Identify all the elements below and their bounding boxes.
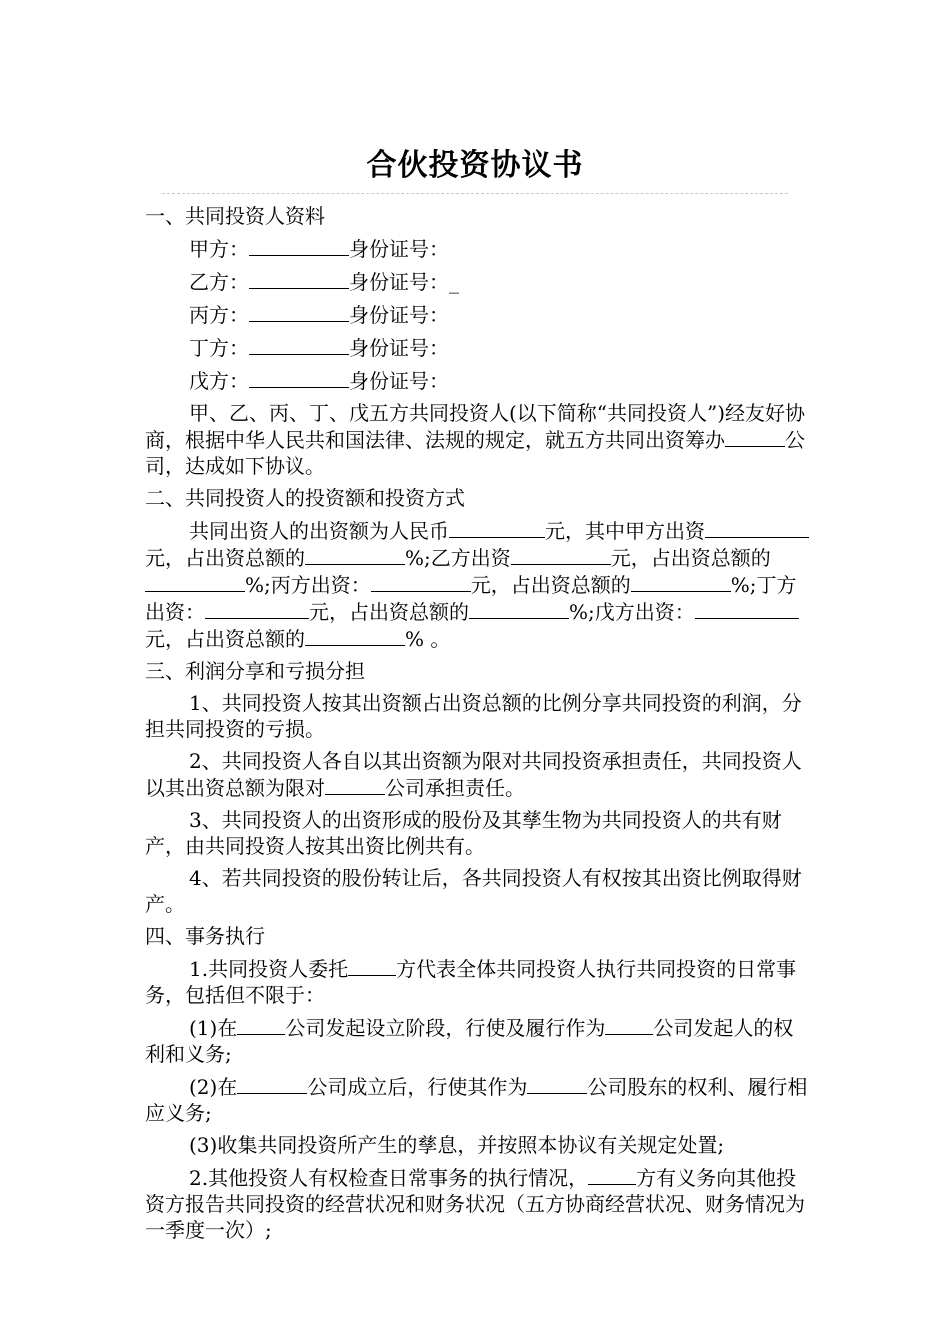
party-label: 方： <box>209 270 249 294</box>
text: %;丙方出资： <box>245 573 371 597</box>
section-3-heading: 三、利润分享和亏损分担 <box>145 659 365 683</box>
text: 公司承担责任。 <box>385 776 525 800</box>
intro-text: 公司，达成如下协议。 <box>145 428 805 478</box>
text: 元，其中甲方出资 <box>545 519 705 543</box>
title-divider <box>162 193 788 194</box>
company-blank[interactable] <box>325 774 385 795</box>
party-blank[interactable] <box>249 301 349 322</box>
affairs-item-2 <box>145 1073 809 1126</box>
profit-clause-2 <box>145 748 809 801</box>
section-2-heading: 二、共同投资人的投资额和投资方式 <box>145 486 465 510</box>
yi-amount-blank[interactable] <box>511 544 611 565</box>
document-body <box>145 203 809 1249</box>
id-label: 身份证号： <box>349 369 449 393</box>
id-label: 身份证号： <box>349 303 449 327</box>
party-label: 方： <box>209 369 249 393</box>
text: 方有义务向其他投资方报告共同投资的经营状况和财务状况（五方协商经营状况、财务情况为一季度一次）; <box>145 1166 805 1242</box>
company-blank[interactable] <box>237 1014 285 1035</box>
ding-percent-blank[interactable] <box>469 598 569 619</box>
intro-paragraph <box>145 400 809 479</box>
text: 元，占出资总额的 <box>145 627 305 651</box>
affairs-clause-1 <box>145 955 809 1008</box>
intro-text: 甲、乙、丙、丁、戊五方共同投资人(以下简称“共同投资人”)经友好协商，根据中华人民共和国法律、法规的规定，就五方共同出资筹办 <box>145 401 806 452</box>
party-row-jia <box>145 235 809 262</box>
jia-percent-blank[interactable] <box>305 544 405 565</box>
party-blank[interactable] <box>249 235 349 256</box>
company-blank[interactable] <box>605 1014 653 1035</box>
text: 2、共同投资人各自以其出资额为限对共同投资承担责任，共同投资人以其出资总额为限对 <box>145 749 802 800</box>
text: 公司股东的权利、履行相应义务; <box>145 1075 808 1125</box>
text: % 。 <box>405 627 451 651</box>
party-name: 戊 <box>189 369 209 393</box>
party-label: 方： <box>209 336 249 360</box>
party-label: 方： <box>209 303 249 327</box>
profit-clause-1: 1、共同投资人按其出资额占出资总额的比例分享共同投资的利润，分担共同投资的亏损。 <box>145 691 802 741</box>
party-name: 丁 <box>189 336 209 360</box>
profit-clause-4: 4、若共同投资的股份转让后，各共同投资人有权按其出资比例取得财产。 <box>145 866 802 916</box>
text: 元，占出资总额的 <box>470 573 631 597</box>
text: 公司发起设立阶段，行使及履行作为 <box>285 1016 606 1040</box>
affairs-item-3: (3)收集共同投资所产生的孳息，并按照本协议有关规定处置; <box>189 1133 725 1157</box>
party-label: 方： <box>209 237 249 261</box>
text: 元，占出资总额的 <box>309 600 469 624</box>
party-blank[interactable] <box>588 1164 636 1185</box>
ding-amount-blank[interactable] <box>205 598 309 619</box>
profit-clause-3: 3、共同投资人的出资形成的股份及其孳生物为共同投资人的共有财产，由共同投资人按其出资比例共有。 <box>145 808 782 858</box>
text: 公司发起人的权利和义务; <box>145 1016 794 1066</box>
affairs-item-1 <box>145 1014 809 1067</box>
text: %;乙方出资 <box>405 546 511 570</box>
text: %;丁方出资： <box>145 573 797 624</box>
id-label: 身份证号： <box>349 336 449 360</box>
total-amount-blank[interactable] <box>449 517 545 538</box>
section-4-heading: 四、事务执行 <box>145 924 265 948</box>
trailing-underscore: _ <box>449 270 459 294</box>
document-title: 合伙投资协议书 <box>366 148 584 183</box>
jia-amount-blank[interactable] <box>705 517 809 538</box>
company-blank[interactable] <box>237 1073 307 1094</box>
party-name: 乙 <box>189 270 209 294</box>
company-blank[interactable] <box>725 426 785 447</box>
company-blank[interactable] <box>527 1073 587 1094</box>
text: 方代表全体共同投资人执行共同投资的日常事务，包括但不限于： <box>145 957 797 1007</box>
party-row-yi <box>145 268 809 295</box>
party-name: 甲 <box>189 237 209 261</box>
text: 元，占出资总额的 <box>610 546 771 570</box>
text: 元，占出资总额的 <box>145 546 305 570</box>
party-name: 丙 <box>189 303 209 327</box>
affairs-clause-2 <box>145 1164 809 1243</box>
party-blank[interactable] <box>249 268 349 289</box>
investment-paragraph <box>145 517 809 652</box>
party-row-wu <box>145 367 809 394</box>
text: %;戊方出资： <box>569 600 695 624</box>
text: (2)在 <box>189 1075 238 1099</box>
party-row-bing <box>145 301 809 328</box>
id-label: 身份证号： <box>349 270 449 294</box>
party-blank[interactable] <box>249 367 349 388</box>
bing-percent-blank[interactable] <box>631 571 731 592</box>
wu-percent-blank[interactable] <box>305 625 405 646</box>
text: 共同出资人的出资额为人民币 <box>189 519 449 543</box>
bing-amount-blank[interactable] <box>371 571 471 592</box>
text: (1)在 <box>189 1016 238 1040</box>
wu-amount-blank[interactable] <box>695 598 799 619</box>
text: 2.其他投资人有权检查日常事务的执行情况， <box>189 1166 589 1190</box>
section-1-heading: 一、共同投资人资料 <box>145 204 325 228</box>
yi-percent-blank[interactable] <box>145 571 245 592</box>
party-blank[interactable] <box>249 334 349 355</box>
party-row-ding <box>145 334 809 361</box>
id-label: 身份证号： <box>349 237 449 261</box>
text: 1.共同投资人委托 <box>189 957 349 981</box>
text: 公司成立后，行使其作为 <box>307 1075 528 1099</box>
party-blank[interactable] <box>348 955 396 976</box>
